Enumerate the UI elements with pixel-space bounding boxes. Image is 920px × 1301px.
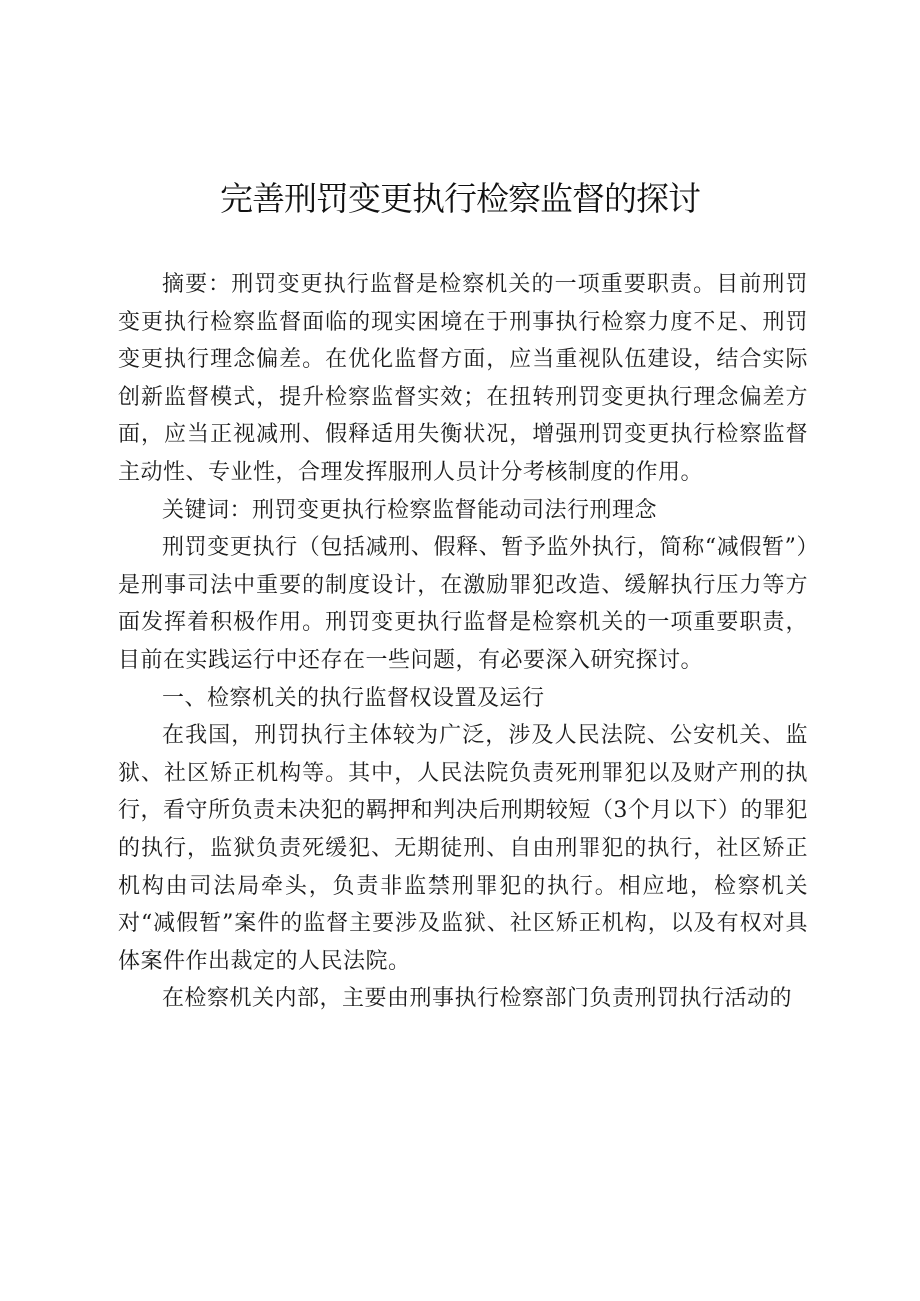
section-heading-1: 一、检察机关的执行监督权设置及运行 (162, 685, 545, 711)
body-paragraph-1: 在我国，刑罚执行主体较为广泛，涉及人民法院、公安机关、监狱、社区矫正机构等。其中，人民法院负责死刑罪犯以及财产刑的执行，看守所负责未决犯的羁押和判决后刑期较短（3个月以下）的罪犯的执行，监狱负责死缓犯、无期徒刑、自由刑罪犯的执行，社区矫正机构由司法局牵头，负责非监禁刑罪犯的执行。相应地，检察机关对“减假暂”案件的监督主要涉及监狱、社区矫正机构，以及有权对具体案件作出裁定的人民法院。 (118, 723, 808, 974)
document-title: 完善刑罚变更执行检察监督的探讨 (220, 179, 700, 218)
body-paragraph-2: 在检察机关内部，主要由刑事执行检察部门负责刑罚执行活动的 (162, 986, 793, 1012)
document-body (118, 266, 808, 1018)
abstract-paragraph: 摘要：刑罚变更执行监督是检察机关的一项重要职责。目前刑罚变更执行检察监督面临的现实困境在于刑事执行检察力度不足、刑罚变更执行理念偏差。在优化监督方面，应当重视队伍建设，结合实际创新监督模式，提升检察监督实效；在扭转刑罚变更执行理念偏差方面，应当正视减刑、假释适用失衡状况，增强刑罚变更执行检察监督主动性、专业性，合理发挥服刑人员计分考核制度的作用。 (118, 272, 808, 485)
keywords-paragraph: 关键词：刑罚变更执行检察监督能动司法行刑理念 (162, 497, 658, 523)
intro-paragraph: 刑罚变更执行（包括减刑、假释、暂予监外执行，简称“减假暂”）是刑事司法中重要的制度设计，在激励罪犯改造、缓解执行压力等方面发挥着积极作用。刑罚变更执行监督是检察机关的一项重要职责，目前在实践运行中还存在一些问题，有必要深入研究探讨。 (118, 535, 808, 673)
